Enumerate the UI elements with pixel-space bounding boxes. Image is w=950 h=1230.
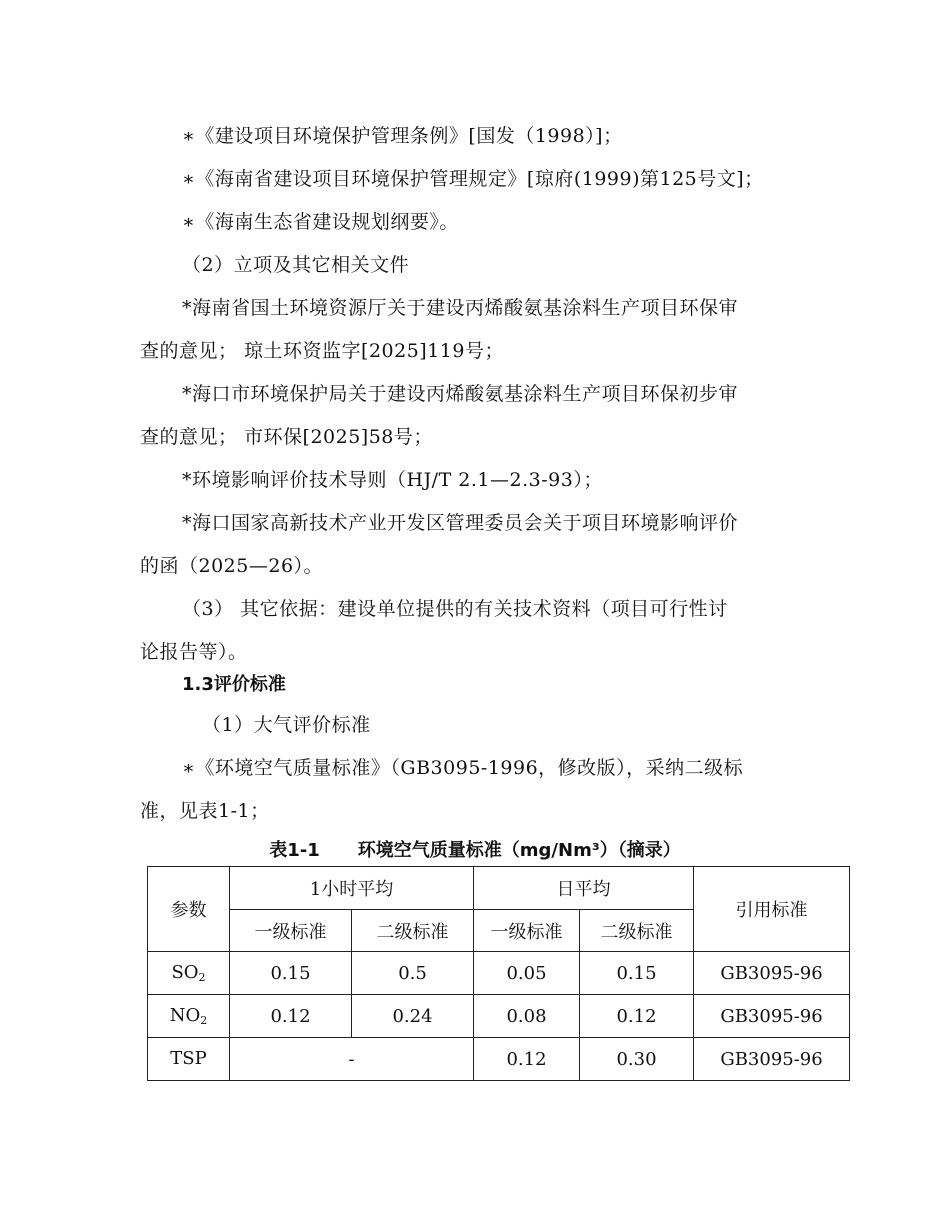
reference-line: *海口市环境保护局关于建设丙烯酸氨基涂料生产项目环保初步审 <box>182 383 739 405</box>
body-paragraph: 准，见表1-1； <box>140 800 270 822</box>
value-cell: - <box>230 1038 474 1081</box>
reference-line: 查的意见； 琼土环资监字[2025]119号； <box>140 340 504 362</box>
reference-cell: GB3095-96 <box>694 995 850 1038</box>
body-paragraph: ∗《环境空气质量标准》（GB3095-1996，修改版），采纳二级标 <box>182 757 744 779</box>
value-cell: 0.05 <box>474 952 580 995</box>
reference-line: *海口国家高新技术产业开发区管理委员会关于项目环境影响评价 <box>182 512 739 534</box>
header-param: 参数 <box>148 867 230 952</box>
table-header-row <box>148 867 850 910</box>
reference-line: ∗《建设项目环境保护管理条例》[国发（1998）]； <box>182 125 623 147</box>
value-cell: 0.15 <box>580 952 694 995</box>
reference-line: （3） 其它依据：建设单位提供的有关技术资料（项目可行性讨 <box>182 598 728 620</box>
reference-cell: GB3095-96 <box>694 952 850 995</box>
header-reference: 引用标准 <box>694 867 850 952</box>
header-grade1: 一级标准 <box>474 910 580 952</box>
header-grade2: 二级标准 <box>352 910 474 952</box>
subsection-line: （2）立项及其它相关文件 <box>182 254 410 276</box>
table-row <box>148 1038 850 1081</box>
reference-line: ∗《海南生态省建设规划纲要》。 <box>182 211 459 233</box>
reference-line: *环境影响评价技术导则（HJ/T 2.1—2.3-93）； <box>182 469 603 491</box>
header-grade1: 一级标准 <box>230 910 352 952</box>
value-cell: 0.24 <box>352 995 474 1038</box>
value-cell: 0.30 <box>580 1038 694 1081</box>
value-cell: 0.5 <box>352 952 474 995</box>
header-grade2: 二级标准 <box>580 910 694 952</box>
param-cell: TSP <box>148 1038 230 1081</box>
section-heading: 1.3评价标准 <box>182 674 286 695</box>
value-cell: 0.12 <box>580 995 694 1038</box>
reference-line: ∗《海南省建设项目环境保护管理规定》[琼府(1999)第125号文]； <box>182 168 764 190</box>
value-cell: 0.08 <box>474 995 580 1038</box>
reference-line: 的函（2025—26）。 <box>140 555 324 577</box>
header-hourly: 1小时平均 <box>230 867 474 910</box>
sub-heading: （1）大气评价标准 <box>202 714 371 736</box>
reference-line: *海南省国土环境资源厅关于建设丙烯酸氨基涂料生产项目环保审 <box>182 297 739 319</box>
header-daily: 日平均 <box>474 867 694 910</box>
table-row <box>148 952 850 995</box>
param-cell: $NO_2$ <box>148 995 230 1038</box>
reference-line: 论报告等）。 <box>140 641 248 663</box>
air-quality-standard-table <box>147 866 850 1081</box>
value-cell: 0.12 <box>474 1038 580 1081</box>
value-cell: 0.15 <box>230 952 352 995</box>
value-cell: 0.12 <box>230 995 352 1038</box>
table-title: 环境空气质量标准（mg/Nm³）（摘录） <box>357 840 681 861</box>
table-caption <box>0 839 950 863</box>
table-row <box>148 995 850 1038</box>
reference-line: 查的意见； 市环保[2025]58号； <box>140 426 433 448</box>
table-number: 表1-1 <box>269 840 320 861</box>
param-cell: $SO_2$ <box>148 952 230 995</box>
reference-cell: GB3095-96 <box>694 1038 850 1081</box>
